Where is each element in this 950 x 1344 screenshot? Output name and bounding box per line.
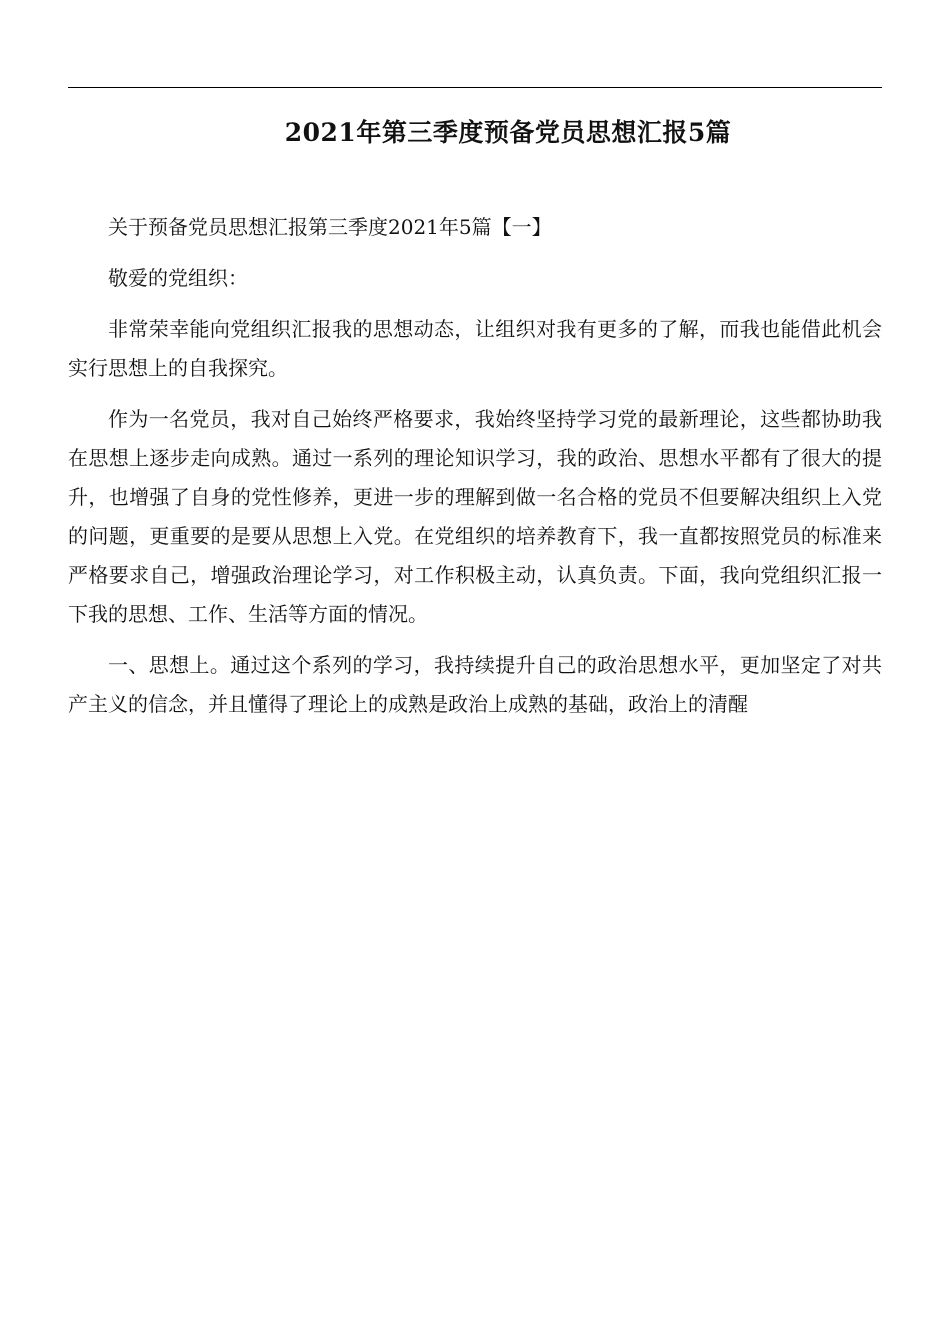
paragraph: 非常荣幸能向党组织汇报我的思想动态，让组织对我有更多的了解，而我也能借此机会实行思想上的自我探究。 [68,317,882,380]
section-heading: 关于预备党员思想汇报第三季度2021年5篇【一】 [108,215,552,239]
paragraph: 作为一名党员，我对自己始终严格要求，我始终坚持学习党的最新理论，这些都协助我在思想上逐步走向成熟。通过一系列的理论知识学习，我的政治、思想水平都有了很大的提升，也增强了自身的党性修养，更进一步的理解到做一名合格的党员不但要解决组织上入党的问题，更重要的是要从思想上入党。在党组织的培养教育下，我一直都按照党员的标准来严格要求自己，增强政治理论学习，对工作积极主动，认真负责。下面，我向党组织汇报一下我的思想、工作、生活等方面的情况。 [68,407,882,626]
header-rule [68,87,882,88]
document-title: 2021年第三季度预备党员思想汇报5篇 [284,117,732,147]
paragraph: 一、思想上。通过这个系列的学习，我持续提升自己的政治思想水平，更加坚定了对共产主义的信念，并且懂得了理论上的成熟是政治上成熟的基础，政治上的清醒 [68,653,882,716]
salutation: 敬爱的党组织： [108,266,248,290]
document-body [68,208,882,736]
